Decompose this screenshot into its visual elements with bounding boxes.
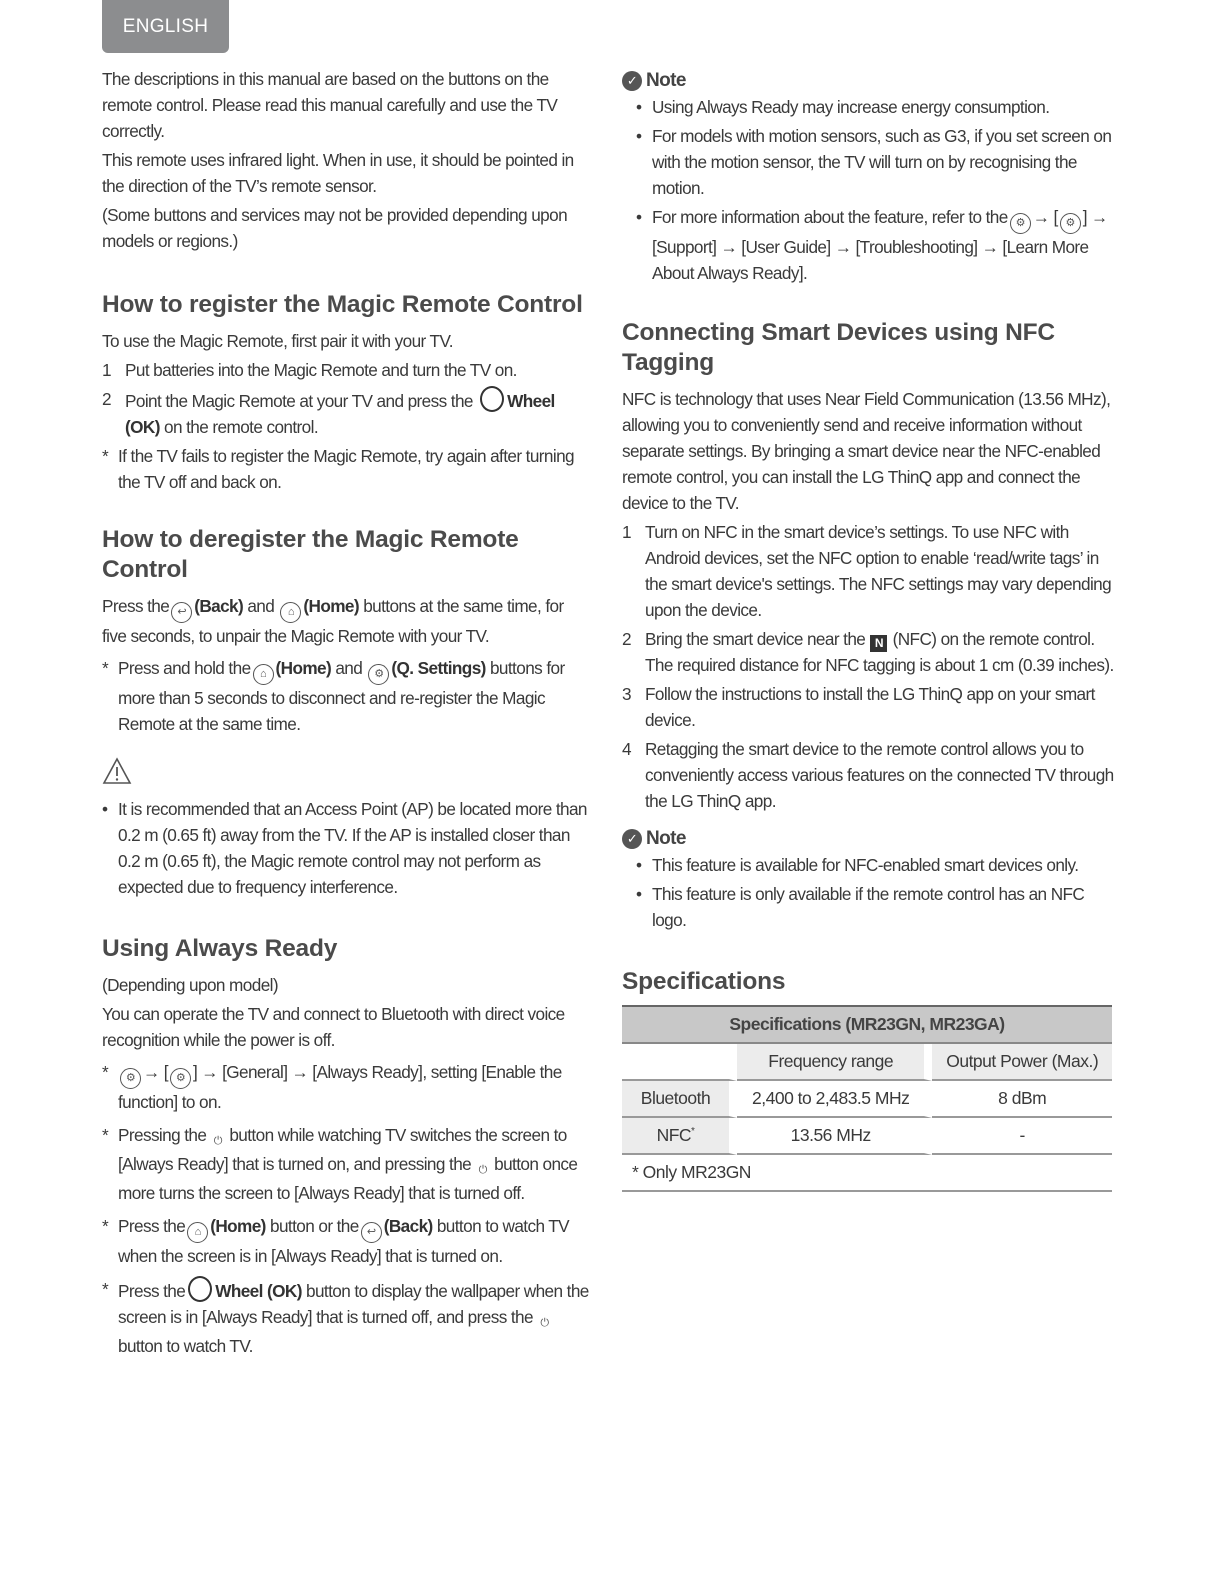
back-icon: ↩ [171,602,192,623]
home-icon: ⌂ [280,602,301,623]
always-ready-item-1: * ⚙ → [ ⚙ ] → [General] → [Always Ready], setting [Enable the function] to on. [102,1062,562,1112]
gear-icon: ⚙ [120,1068,141,1089]
check-icon: ✓ [622,829,642,849]
note-list-2 [622,852,1114,933]
intro-paragraph-3: (Some buttons and services may not be provided depending upon models or regions.) [102,205,568,251]
nfc-steps [622,519,1114,814]
gear-icon: ⚙ [368,664,389,685]
spec-nfc-power: - [932,1118,1112,1155]
spec-row-nfc: NFC* [622,1118,737,1155]
note-1-item-1: • Using Always Ready may increase energy consumption. [636,97,1050,117]
spec-col-frequency: Frequency range [737,1044,932,1081]
note-heading: ✓ Note [622,828,1114,850]
note-heading: ✓ Note [622,70,1114,92]
nfc-logo-icon: N [870,635,887,652]
note-2-item-1: • This feature is available for NFC-enabled smart devices only. [636,855,1079,875]
specifications-heading: Specifications [622,968,786,995]
spec-col-power: Output Power (Max.) [932,1044,1112,1081]
note-list-1 [622,94,1114,286]
gear-icon: ⚙ [1010,213,1031,234]
specifications-table [622,1005,1112,1192]
nfc-lead: NFC is technology that uses Near Field Communication (13.56 MHz), allowing you to conveniently send and receive information without separate settings. By bringing a smart device near the NFC-enabled remote control, you can install the LG ThinQ app and connect the device to the TV. [622,389,1111,513]
always-ready-item-2: * Pressing the ⏻ button while watching TV switches the screen to [Always Ready] that is turned on, and pressing the ⏻ button once more turns the screen to [Always Ready] that is turned off. [102,1125,578,1203]
wheel-icon [188,1276,212,1302]
power-icon: ⏻ [213,1135,222,1147]
warning-item: • It is recommended that an Access Point (AP) be located more than 0.2 m (0.65 ft) away from the TV. If the AP is installed closer than 0.2 m (0.65 ft), the Magic remote control may not perform as expected due to frequency interference. [102,799,587,897]
spec-table-title: Specifications (MR23GN, MR23GA) [622,1005,1112,1044]
nfc-heading: Connecting Smart Devices using NFC Tagging [622,319,1055,376]
always-ready-lead: You can operate the TV and connect to Bluetooth with direct voice recognition while the power is off. [102,1004,565,1050]
nfc-step-3: 3 Follow the instructions to install the LG ThinQ app on your smart device. [622,684,1095,730]
home-icon: ⌂ [253,664,274,685]
language-tab: ENGLISH [102,0,229,53]
intro-paragraph-1: The descriptions in this manual are based on the buttons on the remote control. Please read this manual carefully and use the TV correctly. [102,69,558,141]
nfc-step-4: 4 Retagging the smart device to the remote control allows you to conveniently access various features on the connected TV through the LG ThinQ app. [622,739,1114,811]
deregister-paragraph: Press the ↩ (Back) and ⌂ (Home) buttons at the same time, for five seconds, to unpair the Magic Remote with your TV. [102,596,564,646]
register-step-2: 2 Point the Magic Remote at your TV and press the Wheel (OK) on the remote control. [102,386,592,440]
always-ready-heading: Using Always Ready [102,935,338,962]
gear-icon: ⚙ [170,1068,191,1089]
right-column [622,66,1114,1192]
register-notes [102,443,592,495]
check-icon: ✓ [622,71,642,91]
register-step-1: 1 Put batteries into the Magic Remote and turn the TV on. [102,360,517,380]
left-column [102,66,592,1366]
wheel-icon [480,386,504,412]
warning-icon [102,757,592,790]
power-icon: ⏻ [478,1164,487,1176]
register-steps [102,357,592,440]
deregister-note: * Press and hold the ⌂ (Home) and ⚙ (Q. Settings) buttons for more than 5 seconds to disconnect and re-register the Magic Remote at the same time. [102,658,565,734]
nfc-step-2: 2 Bring the smart device near the N (NFC) on the remote control. The required distance for NFC tagging is about 1 cm (0.39 inches). [622,629,1114,675]
home-icon: ⌂ [187,1222,208,1243]
always-ready-list [102,1059,592,1359]
note-1-item-3: • For more information about the feature, refer to the ⚙ → [ ⚙ ] → [Support] → [User Guide] → [Troubleshooting] → [Learn More About Always Ready]. [636,207,1108,283]
nfc-step-1: 1 Turn on NFC in the smart device’s settings. To use NFC with Android devices, set the NFC option to enable ‘read/write tags’ in the smart device's settings. The NFC settings may vary depending upon the device. [622,522,1112,620]
spec-nfc-frequency: 13.56 MHz [737,1118,932,1155]
deregister-heading: How to deregister the Magic Remote Control [102,526,519,583]
always-ready-sub: (Depending upon model) [102,975,278,995]
gear-icon: ⚙ [1060,213,1081,234]
warning-list [102,796,592,900]
register-note: * If the TV fails to register the Magic Remote, try again after turning the TV off and back on. [102,446,574,492]
always-ready-item-4: * Press the Wheel (OK) button to display the wallpaper when the screen is in [Always Ready] that is turned off, and press the ⏻button to watch TV. [102,1276,592,1359]
register-heading: How to register the Magic Remote Control [102,291,583,318]
register-lead: To use the Magic Remote, first pair it with your TV. [102,331,453,351]
note-1-item-2: • For models with motion sensors, such as G3, if you set screen on with the motion sensor, the TV will turn on by recognising the motion. [636,126,1112,198]
back-icon: ↩ [361,1222,382,1243]
spec-footnote: * Only MR23GN [622,1155,1112,1192]
intro-paragraph-2: This remote uses infrared light. When in use, it should be pointed in the direction of the TV’s remote sensor. [102,150,574,196]
always-ready-item-3: * Press the ⌂ (Home) button or the ↩ (Back) button to watch TV when the screen is in [Always Ready] that is turned on. [102,1216,570,1266]
power-icon: ⏻ [540,1317,549,1329]
spec-row-bluetooth: Bluetooth [622,1081,737,1118]
note-2-item-2: • This feature is only available if the remote control has an NFC logo. [636,884,1085,930]
spec-bluetooth-power: 8 dBm [932,1081,1112,1118]
spec-bluetooth-frequency: 2,400 to 2,483.5 MHz [737,1081,932,1118]
spec-empty-cell [622,1044,737,1081]
deregister-notes [102,655,592,737]
